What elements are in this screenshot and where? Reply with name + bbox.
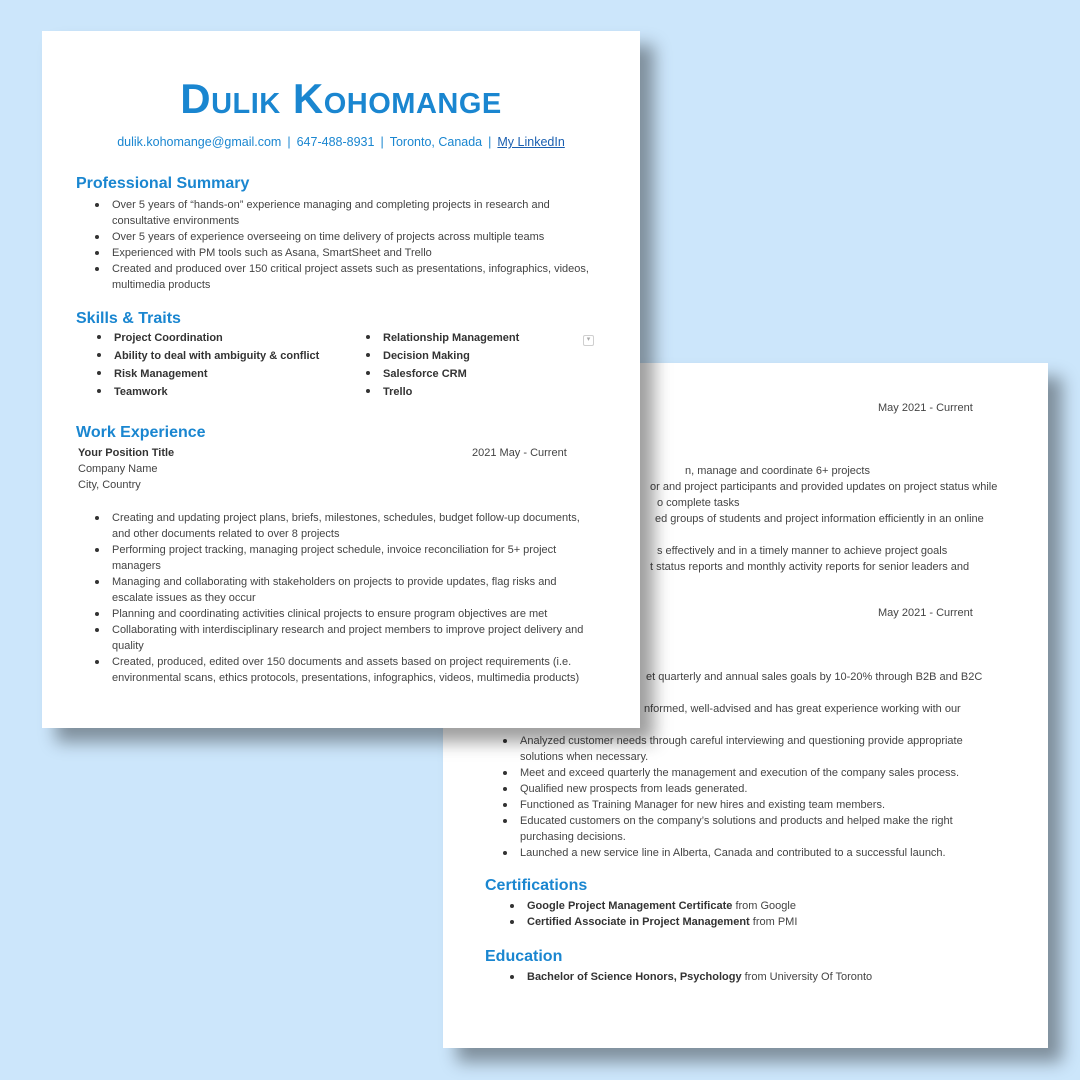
skills-heading: Skills & Traits xyxy=(76,310,181,327)
list-item: Qualified new prospects from leads generated. xyxy=(484,781,1024,797)
education-heading: Education xyxy=(485,948,563,965)
list-item: Planning and coordinating activities clinical projects to ensure program objectives are met xyxy=(76,606,616,622)
resume-name: Dulik Kohomange xyxy=(180,75,502,122)
list-item: Launched a new service line in Alberta, Canada and contributed to a successful launch. xyxy=(484,845,1024,861)
list-item: Experienced with PM tools such as Asana, SmartSheet and Trello xyxy=(76,245,616,261)
list-item: Google Project Management Certificate from Google xyxy=(491,898,1011,914)
skills-list-left xyxy=(78,329,338,401)
separator: | xyxy=(287,135,291,149)
contact-line xyxy=(42,135,640,149)
company-name: Company Name xyxy=(78,463,158,475)
job-fragment: n, manage and coordinate 6+ projects xyxy=(685,465,870,477)
company-location: City, Country xyxy=(78,479,141,491)
phone-text: 647-488-8931 xyxy=(296,135,375,149)
separator: | xyxy=(488,135,492,149)
resume-page-1 xyxy=(42,31,640,728)
separator: | xyxy=(380,135,384,149)
list-item: Educated customers on the company’s solutions and products and helped make the right purchasing decisions. xyxy=(484,813,1024,845)
list-item: Over 5 years of experience overseeing on time delivery of projects across multiple teams xyxy=(76,229,616,245)
list-item: Risk Management xyxy=(78,365,338,383)
job-fragment: or and project participants and provided updates on project status while xyxy=(650,481,998,493)
list-item: Salesforce CRM xyxy=(347,365,587,383)
position-title: Your Position Title xyxy=(78,447,175,459)
job-fragment: ed groups of students and project information efficiently in an online xyxy=(655,513,984,525)
list-item: Certified Associate in Project Management from PMI xyxy=(491,914,1011,930)
job-fragment: nformed, well-advised and has great experience working with our xyxy=(644,703,961,715)
list-item: Teamwork xyxy=(78,383,338,401)
list-item: Created and produced over 150 critical project assets such as presentations, infographics, videos, multimedia products xyxy=(76,261,616,293)
list-item: Trello xyxy=(347,383,587,401)
list-item: Managing and collaborating with stakeholders on projects to provide updates, flag risks and escalate issues as they occur xyxy=(76,574,616,606)
summary-heading: Professional Summary xyxy=(76,175,250,192)
job-fragment: et quarterly and annual sales goals by 10-20% through B2B and B2C xyxy=(646,671,983,683)
list-item: Creating and updating project plans, briefs, milestones, schedules, budget follow-up documents, and other documents related to over 8 projects xyxy=(76,510,616,542)
work-duties-list xyxy=(76,510,616,686)
list-item: Relationship Management xyxy=(347,329,587,347)
list-item: Analyzed customer needs through careful interviewing and questioning provide appropriate solutions when necessary. xyxy=(484,733,1024,765)
location-text: Toronto, Canada xyxy=(389,135,483,149)
list-item: Collaborating with interdisciplinary research and project members to improve project delivery and quality xyxy=(76,622,616,654)
list-item: Over 5 years of “hands-on” experience managing and completing projects in research and consultative environments xyxy=(76,197,616,229)
list-item: Decision Making xyxy=(347,347,587,365)
linkedin-link[interactable]: My LinkedIn xyxy=(497,135,565,149)
sales-duties-list xyxy=(484,733,1024,861)
chevron-down-icon[interactable]: ▾ xyxy=(583,335,594,346)
list-item: Functioned as Training Manager for new hires and existing team members. xyxy=(484,797,1024,813)
list-item: Project Coordination xyxy=(78,329,338,347)
skills-list-right xyxy=(347,329,587,401)
education-list xyxy=(491,969,1011,985)
job-fragment: o complete tasks xyxy=(657,497,740,509)
job-date: May 2021 - Current xyxy=(878,607,973,619)
email-text: dulik.kohomange@gmail.com xyxy=(117,135,282,149)
job-fragment: t status reports and monthly activity reports for senior leaders and xyxy=(650,561,970,573)
work-heading: Work Experience xyxy=(76,424,206,441)
certifications-heading: Certifications xyxy=(485,877,588,894)
list-item: Created, produced, edited over 150 documents and assets based on project requirements (i.e. environmental scans, ethics protocols, presentations, infographics, videos, multimedia products) xyxy=(76,654,616,686)
certifications-list xyxy=(491,898,1011,930)
list-item: Ability to deal with ambiguity & conflict xyxy=(78,347,338,365)
list-item: Performing project tracking, managing project schedule, invoice reconciliation for 5+ project managers xyxy=(76,542,616,574)
work-date: 2021 May - Current xyxy=(472,447,567,459)
summary-list xyxy=(76,197,616,293)
list-item: Meet and exceed quarterly the management and execution of the company sales process. xyxy=(484,765,1024,781)
job-date: May 2021 - Current xyxy=(878,402,973,414)
job-fragment: s effectively and in a timely manner to achieve project goals xyxy=(657,545,948,557)
list-item: Bachelor of Science Honors, Psychology from University Of Toronto xyxy=(491,969,1011,985)
